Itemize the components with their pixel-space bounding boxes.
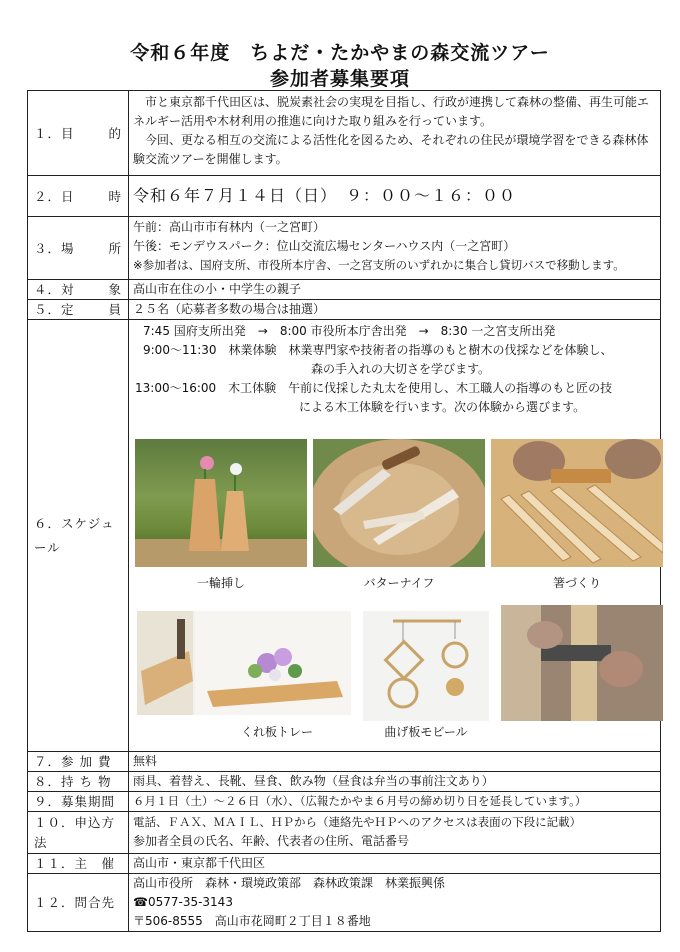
value-schedule (129, 320, 661, 752)
schedule-line-3: 森の手入れの大切さを学びます。 (311, 362, 491, 376)
row-period (28, 792, 661, 812)
label-host: １１．主 催 (28, 854, 129, 874)
caption-chopsticks: 箸づくり (552, 576, 601, 590)
row-target (28, 280, 661, 300)
butter-knife-photo (313, 439, 485, 567)
photo-gallery (135, 417, 656, 747)
caption-butter-knife: バターナイフ (363, 576, 435, 590)
row-contact (28, 874, 661, 932)
label-target: ４．対 象 (28, 280, 129, 300)
value-contact (129, 874, 661, 932)
outline-table (27, 90, 661, 932)
label-schedule: ６．スケジュール (28, 320, 129, 752)
vase-photo (135, 439, 307, 567)
apply-line-1: 電話、ＦＡＸ、ＭＡＩＬ、ＨＰから（連絡先やＨＰへのアクセスは表面の下段に記載） (133, 815, 582, 829)
place-pm: 午後：モンデウスパーク：位山交流広場センターハウス内（一之宮町） (133, 239, 516, 253)
document-title: 令和６年度 ちよだ・たかやまの森交流ツアー (130, 42, 550, 64)
document-subtitle: 参加者募集要項 (269, 68, 410, 90)
label-apply: １０．申込方法 (28, 812, 129, 854)
value-period: ６月１日（土）〜２６日（水）、（広報たかやま６月号の締め切り日を延長しています。） (129, 792, 661, 812)
value-purpose (129, 91, 661, 176)
label-contact: １２．問合先 (28, 874, 129, 932)
value-fee: 無料 (129, 752, 661, 772)
sawing-photo (501, 605, 663, 721)
row-host (28, 854, 661, 874)
schedule-line-1: 7:45 国府支所出発 → 8:00 市役所本庁舎出発 → 8:30 一之宮支所出発 (143, 324, 556, 338)
row-date (28, 176, 661, 217)
value-date: 令和６年７月１４日（日） ９：００〜１６：００ (129, 176, 661, 217)
purpose-paragraph-1: 市と東京都千代田区は、脱炭素社会の実現を目指し、行政が連携して森林の整備、再生可能エネルギー活用や木材利用の推進に向けた取り組みを行っています。 (133, 95, 650, 128)
schedule-line-5: による木工体験を行います。次の体験から選びます。 (299, 400, 586, 414)
value-host: 高山市・東京都千代田区 (129, 854, 661, 874)
label-date: ２．日 時 (28, 176, 129, 217)
place-note: ※参加者は、国府支所、市役所本庁舎、一之宮支所のいずれかに集合し貸切バスで移動します。 (133, 258, 625, 272)
mobile-photo (363, 611, 489, 721)
value-apply (129, 812, 661, 854)
apply-line-2: 参加者全員の氏名、年齢、代表者の住所、電話番号 (133, 834, 410, 848)
schedule-line-4: 13:00〜16:00 木工体験 午前に伐採した丸太を使用し、木工職人の指導のもと匠の技 (135, 381, 613, 395)
label-items: ８．持 ち 物 (28, 772, 129, 792)
row-place (28, 217, 661, 280)
value-items: 雨具、着替え、長靴、昼食、飲み物（昼食は弁当の事前注文あり） (129, 772, 661, 792)
row-fee (28, 752, 661, 772)
row-purpose (28, 91, 661, 176)
contact-phone: ☎0577-35-3143 (133, 895, 233, 909)
value-target: 高山市在住の小・中学生の親子 (129, 280, 661, 300)
label-capacity: ５．定 員 (28, 300, 129, 320)
chopsticks-photo (491, 439, 663, 567)
row-apply (28, 812, 661, 854)
label-purpose: １．目 的 (28, 91, 129, 176)
contact-address: 〒506-8555 高山市花岡町２丁目１８番地 (133, 914, 371, 928)
caption-tray: くれ板トレー (240, 725, 313, 739)
schedule-line-2: 9:00〜11:30 林業体験 林業専門家や技術者の指導のもと樹木の伐採などを体験し、 (143, 343, 613, 357)
purpose-paragraph-2: 今回、更なる相互の交流による活性化を図るため、それぞれの住民が環境学習をできる森林体験交流ツアーを開催します。 (133, 133, 649, 166)
value-capacity: ２５名（応募者多数の場合は抽選） (129, 300, 661, 320)
caption-mobile: 曲げ板モビール (384, 725, 468, 739)
caption-vase: 一輪挿し (196, 576, 245, 590)
row-schedule (28, 320, 661, 752)
row-capacity (28, 300, 661, 320)
contact-line-1: 高山市役所 森林・環境政策部 森林政策課 林業振興係 (133, 876, 446, 890)
label-period: ９．募集期間 (28, 792, 129, 812)
value-place (129, 217, 661, 280)
label-fee: ７．参 加 費 (28, 752, 129, 772)
label-place: ３．場 所 (28, 217, 129, 280)
row-items (28, 772, 661, 792)
place-am: 午前：高山市市有林内（一之宮町） (133, 220, 326, 234)
tray-photo (137, 611, 351, 715)
